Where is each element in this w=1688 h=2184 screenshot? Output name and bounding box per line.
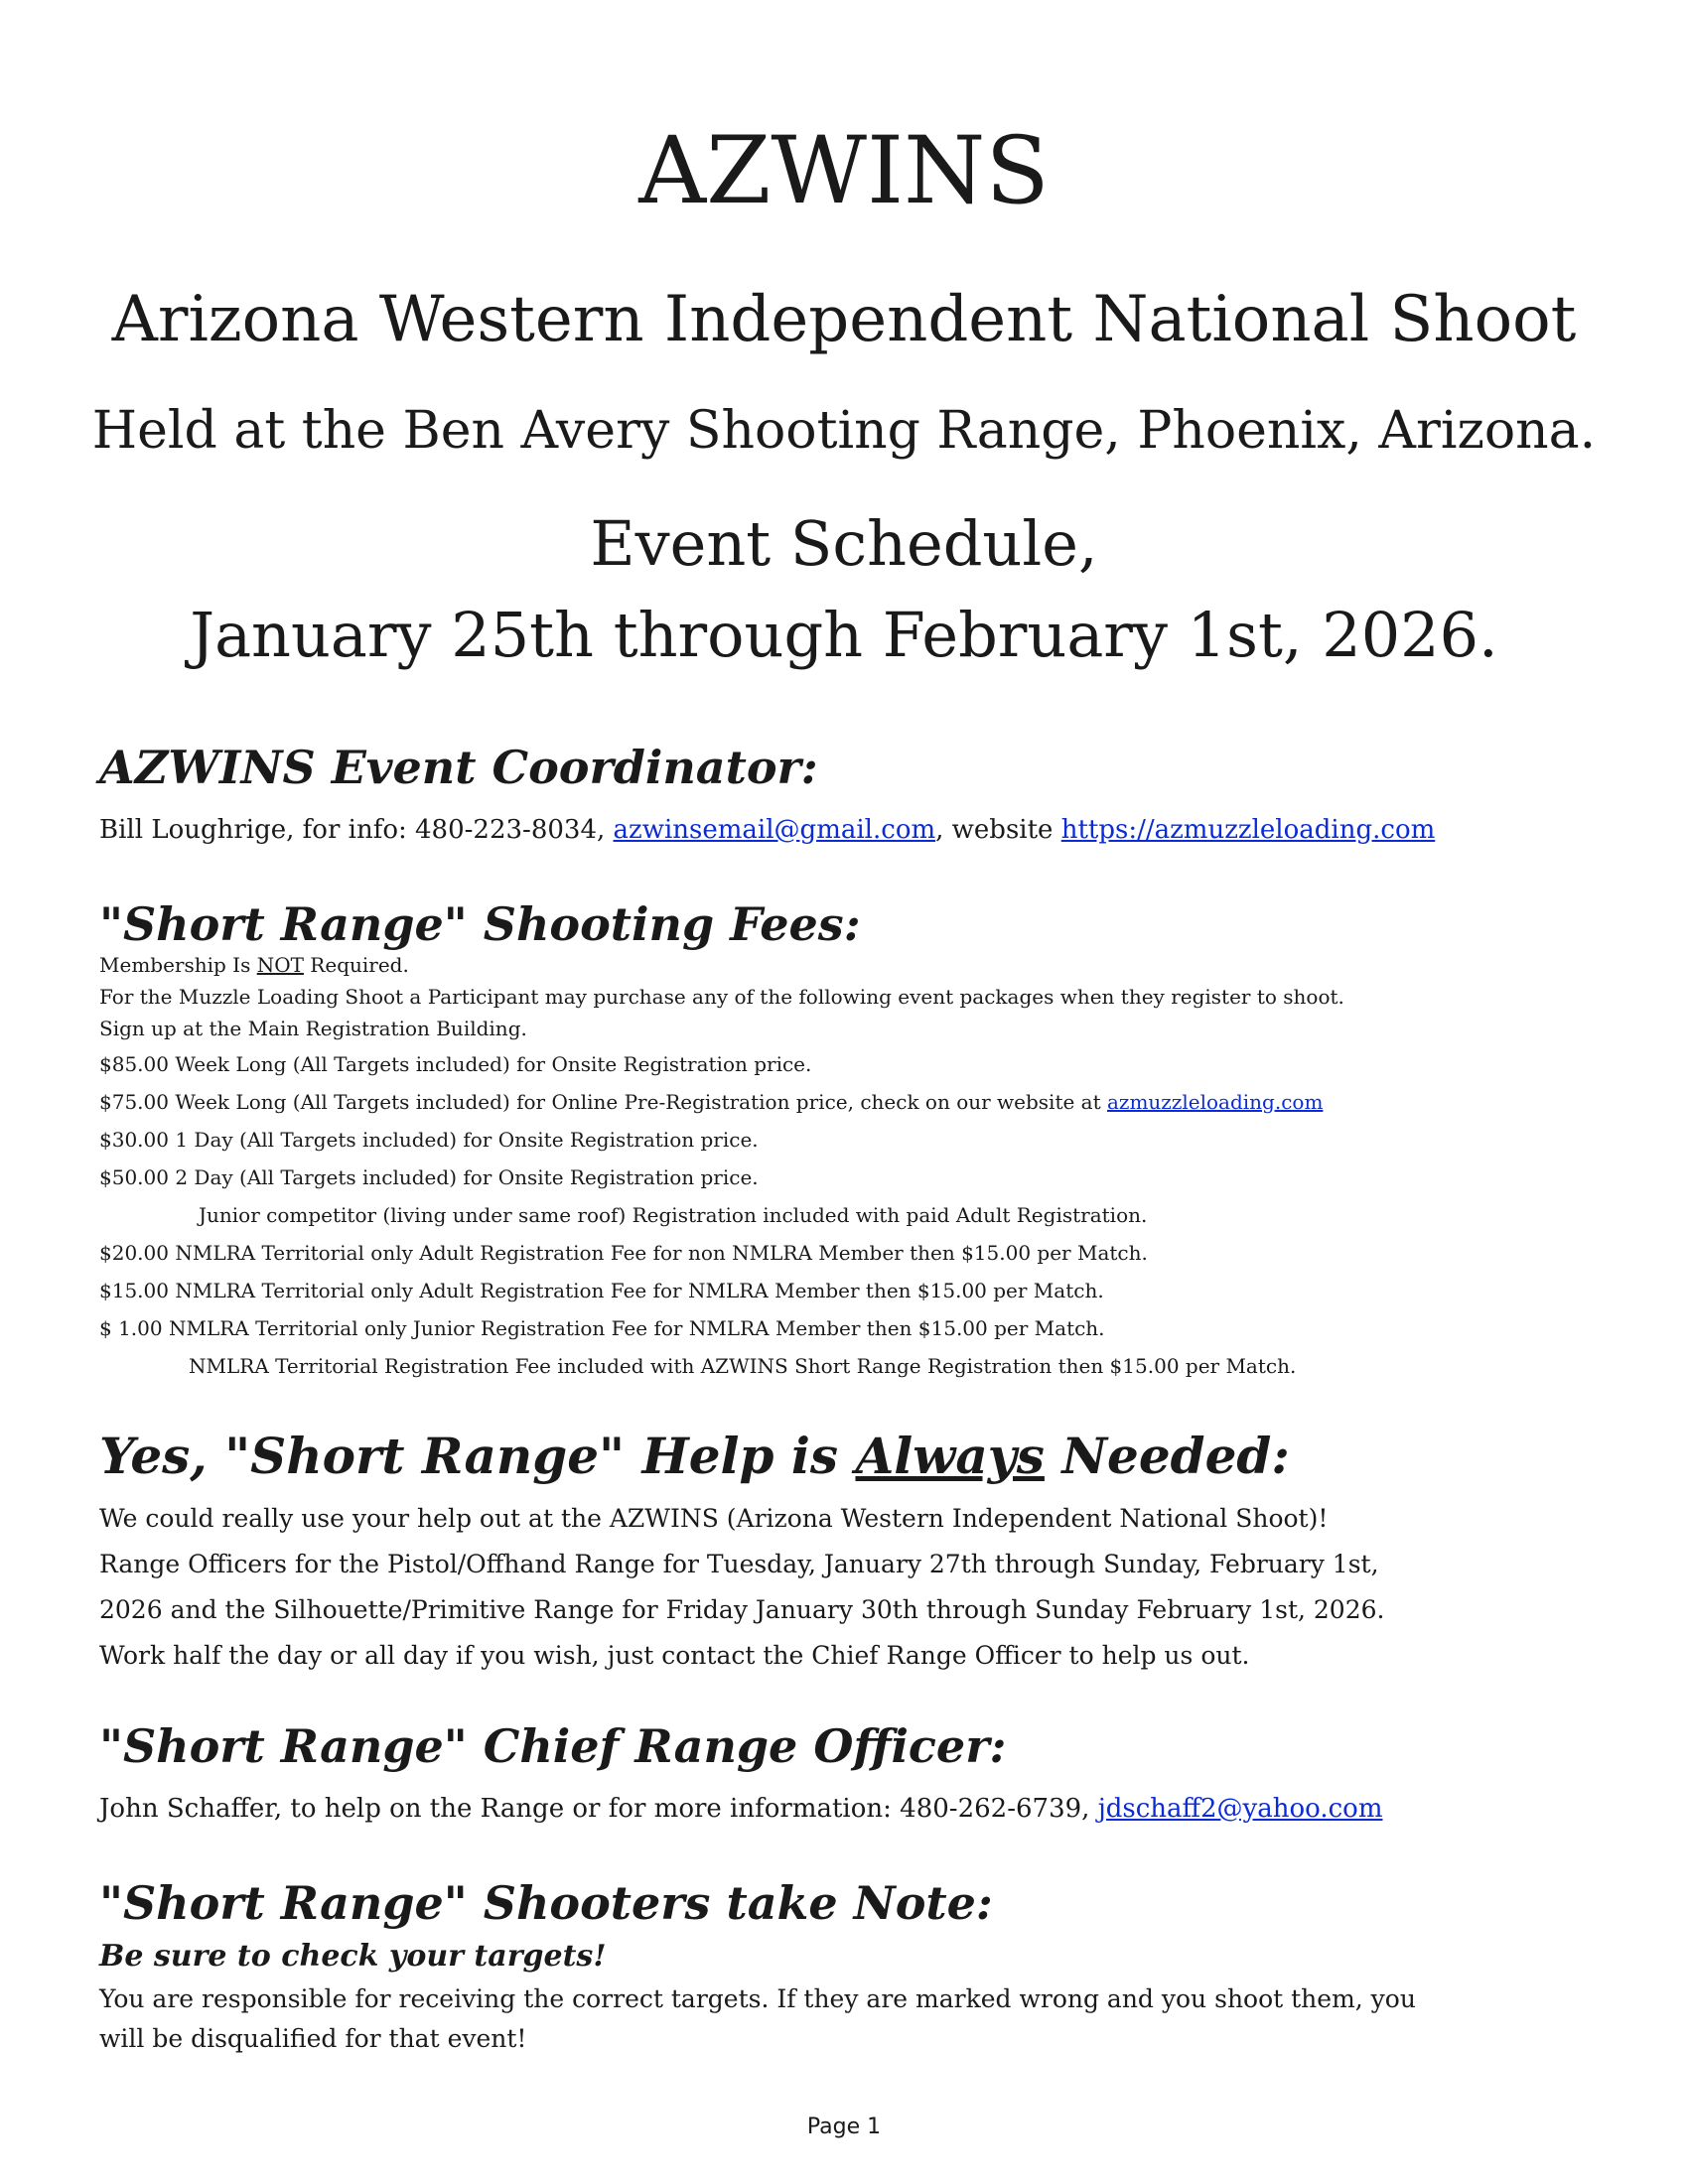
help-heading-post: Needed:	[1044, 1427, 1290, 1485]
cro-text: John Schaffer, to help on the Range or for more information: 480-262-6739,	[99, 1794, 1098, 1824]
fee-item: $85.00 Week Long (All Targets included) for Onsite Registration price.	[99, 1052, 812, 1076]
fee-item-text: $75.00 Week Long (All Targets included) for Online Pre-Registration price, check on our website at	[99, 1090, 1107, 1114]
chief-range-officer-info	[99, 1791, 1382, 1827]
coordinator-website-link[interactable]: https://azmuzzleloading.com	[1060, 815, 1436, 845]
fee-item: $15.00 NMLRA Territorial only Adult Registration Fee for NMLRA Member then $15.00 per Match.	[99, 1279, 1104, 1302]
help-heading	[99, 1426, 1290, 1487]
shooters-note-subheading: Be sure to check your targets!	[99, 1939, 607, 1974]
page-title: AZWINS	[638, 117, 1050, 225]
fee-item: $20.00 NMLRA Territorial only Adult Registration Fee for non NMLRA Member then $15.00 per Match.	[99, 1241, 1148, 1265]
chief-range-officer-heading: "Short Range" Chief Range Officer:	[99, 1719, 1007, 1773]
note-line: You are responsible for receiving the correct targets. If they are marked wrong and you shoot them, you	[99, 1984, 1416, 2013]
event-full-name: Arizona Western Independent National Shoot	[111, 283, 1577, 356]
help-line: Work half the day or all day if you wish, just contact the Chief Range Officer to help us out.	[99, 1641, 1250, 1670]
fee-item	[99, 1086, 1323, 1118]
fee-item: NMLRA Territorial Registration Fee included with AZWINS Short Range Registration then $15.00 per Match.	[189, 1354, 1297, 1378]
coordinator-info	[99, 812, 1435, 848]
note-line: will be disqualified for that event!	[99, 2024, 527, 2053]
help-line: Range Officers for the Pistol/Offhand Range for Tuesday, January 27th through Sunday, February 1st,	[99, 1550, 1379, 1578]
fee-item: $50.00 2 Day (All Targets included) for Onsite Registration price.	[99, 1165, 759, 1189]
shooters-note-heading: "Short Range" Shooters take Note:	[99, 1876, 993, 1930]
fee-item: Junior competitor (living under same roof) Registration included with paid Adult Registration.	[199, 1203, 1148, 1227]
fees-intro: For the Muzzle Loading Shoot a Participant may purchase any of the following event packages when they register to shoot.	[99, 985, 1344, 1009]
membership-line	[99, 949, 409, 981]
fees-signup: Sign up at the Main Registration Building.	[99, 1017, 527, 1040]
page-number: Page 1	[806, 2115, 882, 2139]
coordinator-mid: , website	[935, 815, 1061, 845]
cro-email-link[interactable]: jdschaff2@yahoo.com	[1097, 1794, 1383, 1824]
event-schedule-label: Event Schedule,	[590, 507, 1098, 580]
fees-heading: "Short Range" Shooting Fees:	[99, 897, 861, 951]
membership-not: NOT	[256, 953, 304, 977]
help-line: 2026 and the Silhouette/Primitive Range for Friday January 30th through Sunday February 1st, 2026.	[99, 1595, 1385, 1624]
coordinator-email-link[interactable]: azwinsemail@gmail.com	[613, 815, 936, 845]
coordinator-heading: AZWINS Event Coordinator:	[99, 741, 818, 794]
membership-post: Required.	[303, 953, 409, 977]
fees-website-link[interactable]: azmuzzleloading.com	[1107, 1090, 1324, 1114]
help-line: We could really use your help out at the AZWINS (Arizona Western Independent National Shoot)!	[99, 1504, 1329, 1533]
event-dates: January 25th through February 1st, 2026.	[190, 599, 1498, 671]
help-heading-pre: Yes, "Short Range" Help is	[99, 1427, 856, 1485]
fee-item: $ 1.00 NMLRA Territorial only Junior Registration Fee for NMLRA Member then $15.00 per Match.	[99, 1316, 1105, 1340]
help-heading-always: Always	[855, 1427, 1045, 1485]
coordinator-text: Bill Loughrige, for info: 480-223-8034,	[99, 815, 614, 845]
venue-line: Held at the Ben Avery Shooting Range, Phoenix, Arizona.	[91, 401, 1597, 461]
membership-pre: Membership Is	[99, 953, 257, 977]
fee-item: $30.00 1 Day (All Targets included) for Onsite Registration price.	[99, 1128, 759, 1152]
